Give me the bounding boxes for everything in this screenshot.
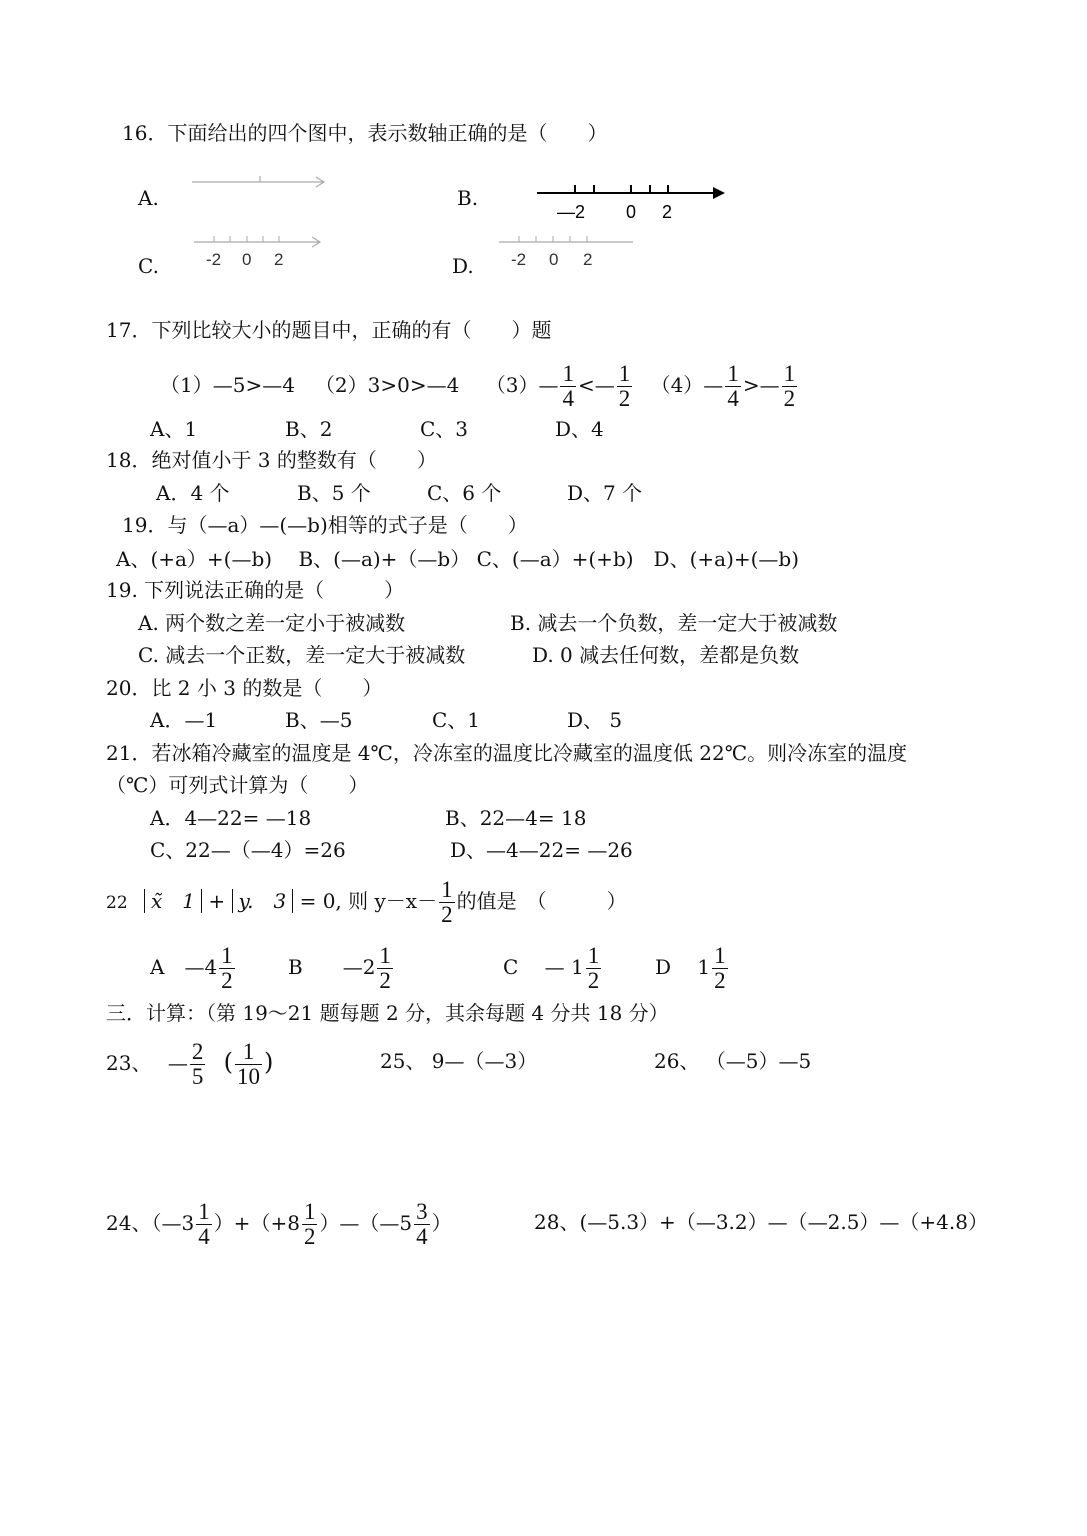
q24-part-2: ）+（+8 (213, 1211, 300, 1235)
numerator: 1 (441, 877, 453, 902)
q20-option-a: A．—1 (150, 708, 218, 732)
fraction (712, 944, 728, 993)
numerator: 1 (587, 943, 600, 968)
fraction (196, 1200, 212, 1249)
denominator: 5 (191, 1064, 204, 1089)
option-text: D 1 (655, 955, 711, 979)
denominator: 4 (198, 1224, 210, 1249)
denominator: 2 (379, 968, 391, 993)
q17-item-1: （1）—5>—4 (160, 373, 295, 397)
q17-option-b: B、2 (285, 417, 333, 441)
q17-item-4-op: >— (742, 373, 780, 397)
q16-option-a-axis (190, 172, 330, 192)
q22-option-c (503, 944, 603, 993)
q23-expression (106, 1040, 273, 1089)
q19a-stem: 19．与（—a）—(—b)相等的式子是（ ） (122, 513, 528, 537)
denominator: 4 (727, 386, 739, 411)
q22-abs-y: y. 3 (232, 889, 294, 913)
numerator: 1 (221, 943, 233, 968)
q16-b-tick-label: 2 (662, 202, 673, 222)
q19b-option-d: D. 0 减去任何数，差都是负数 (532, 643, 800, 667)
q16-option-d-label: D. (452, 254, 474, 278)
q18-option-c: C、6 个 (427, 481, 502, 505)
q17-option-d: D、4 (555, 417, 604, 441)
q18-option-a: A．4 个 (156, 481, 230, 505)
fraction (302, 1200, 318, 1249)
q16-option-b-label: B. (457, 186, 479, 210)
q17-stem: 17．下列比较大小的题目中，正确的有（ ）题 (106, 318, 552, 342)
q16-b-tick-label: 0 (626, 202, 637, 222)
numerator: 1 (379, 943, 391, 968)
option-text: B —2 (288, 955, 376, 979)
q22-option-d (655, 944, 730, 993)
denominator: 2 (303, 1224, 316, 1249)
fraction (586, 944, 602, 993)
q22-plus: + (208, 889, 226, 913)
q21-stem-line2: （℃）可列式计算为（ ） (106, 773, 369, 797)
q17-option-a: A、1 (150, 417, 198, 441)
denominator: 2 (221, 968, 233, 993)
numerator: 1 (727, 361, 739, 386)
q16-c-tick-label: 0 (242, 250, 252, 269)
q20-stem: 20．比 2 小 3 的数是（ ） (106, 676, 383, 700)
numerator: 2 (191, 1039, 204, 1064)
q19b-stem: 19. 下列说法正确的是（ ） (106, 578, 405, 602)
numerator: 3 (416, 1199, 428, 1224)
q20-option-b: B、—5 (285, 708, 353, 732)
numerator: 1 (618, 361, 631, 386)
q19b-option-a: A. 两个数之差一定小于被减数 (138, 611, 406, 635)
denominator: 4 (416, 1224, 428, 1249)
q23-close-paren: ) (264, 1048, 274, 1076)
fraction (235, 1040, 262, 1089)
denominator: 2 (441, 902, 453, 927)
q21-option-c: C、22—（—4）=26 (150, 838, 346, 862)
fraction (414, 1200, 430, 1249)
q16-stem: 16．下面给出的四个图中，表示数轴正确的是（ ） (122, 121, 608, 145)
q24-part-3: ）—（—5 (319, 1211, 413, 1235)
q18-stem: 18．绝对值小于 3 的整数有（ ） (106, 448, 437, 472)
q25-expression: 25、 9—（—3） (380, 1049, 538, 1073)
q22-option-b (288, 944, 395, 993)
q26-expression: 26、 （—5）—5 (654, 1049, 812, 1073)
fraction (782, 362, 798, 411)
q22-equals: = 0, 则 y－x－ (299, 889, 438, 913)
q23-open-paren: ( (223, 1048, 234, 1076)
fraction (725, 362, 741, 411)
q24-part-4: ） (431, 1211, 452, 1235)
q22-option-a (150, 944, 237, 993)
q22-abs-x: x̃ 1 (144, 889, 202, 913)
q21-option-a: A．4—22= —18 (150, 806, 312, 830)
denominator: 4 (562, 386, 574, 411)
q17-item-3-op: <— (577, 373, 615, 397)
numerator: 1 (562, 361, 574, 386)
q17-item-4-prefix: （4）— (650, 373, 724, 397)
option-text: A —4 (150, 955, 218, 979)
q19a-options: A、(+a）+(—b) B、(—a)+（—b） C、(—a）+(+b) D、(+a)+(—b) (116, 547, 800, 571)
numerator: 1 (235, 1040, 262, 1065)
q17-item-2: （2）3>0>—4 (314, 373, 460, 397)
fraction (377, 944, 393, 993)
q16-c-tick-label: 2 (274, 250, 284, 269)
fraction (190, 1040, 206, 1089)
q22-tail: 的值是 （ ） (456, 889, 627, 913)
fraction (219, 944, 235, 993)
fraction (439, 878, 455, 927)
q16-b-tick-label: —2 (557, 202, 586, 222)
q16-option-d-axis (497, 232, 637, 270)
q22-number: 22 (106, 893, 128, 913)
q21-option-b: B、22—4= 18 (445, 806, 587, 830)
option-text: C — 1 (503, 955, 584, 979)
q18-option-d: D、7 个 (567, 481, 643, 505)
q16-option-c-axis (192, 232, 327, 270)
denominator: 2 (714, 968, 726, 993)
numerator: 1 (714, 943, 726, 968)
q18-option-b: B、5 个 (297, 481, 371, 505)
denominator: 10 (237, 1064, 261, 1089)
q21-stem-line1: 21．若冰箱冷藏室的温度是 4℃，冷冻室的温度比冷藏室的温度低 22℃。则冷冻室的温度 (106, 741, 908, 765)
q16-d-tick-label: -2 (511, 250, 527, 269)
denominator: 2 (618, 386, 631, 411)
fraction (560, 362, 576, 411)
q24-expression (106, 1200, 452, 1249)
q16-d-tick-label: 2 (583, 250, 593, 269)
q17-option-c: C、3 (420, 417, 469, 441)
q17-item-3-prefix: （3）— (485, 373, 559, 397)
denominator: 2 (783, 386, 796, 411)
q23-minus: — (167, 1051, 188, 1075)
denominator: 2 (587, 968, 600, 993)
numerator: 1 (198, 1199, 210, 1224)
q16-option-c-label: C. (138, 254, 159, 278)
q23-label: 23、 (106, 1051, 152, 1075)
q16-option-a-label: A. (138, 186, 159, 210)
q20-option-c: C、1 (432, 708, 481, 732)
q16-option-b-axis (535, 178, 735, 226)
q19b-option-c: C. 减去一个正数，差一定大于被减数 (138, 643, 466, 667)
q16-c-tick-label: -2 (206, 250, 222, 269)
numerator: 1 (303, 1199, 316, 1224)
q19b-option-b: B. 减去一个负数，差一定大于被减数 (510, 611, 838, 635)
q21-option-d: D、—4—22= —26 (450, 838, 633, 862)
q16-d-tick-label: 0 (549, 250, 559, 269)
fraction (617, 362, 633, 411)
q24-part-1: 24、（—3 (106, 1211, 195, 1235)
q28-expression: 28、(—5.3）+（—3.2）—（—2.5）—（+4.8） (534, 1210, 988, 1234)
section-3-title: 三．计算：（第 19～21 题每题 2 分，其余每题 4 分共 18 分） (106, 1001, 669, 1025)
q20-option-d: D、 5 (567, 708, 623, 732)
numerator: 1 (783, 361, 796, 386)
q17-items (160, 362, 799, 411)
q22-equation (106, 878, 627, 927)
